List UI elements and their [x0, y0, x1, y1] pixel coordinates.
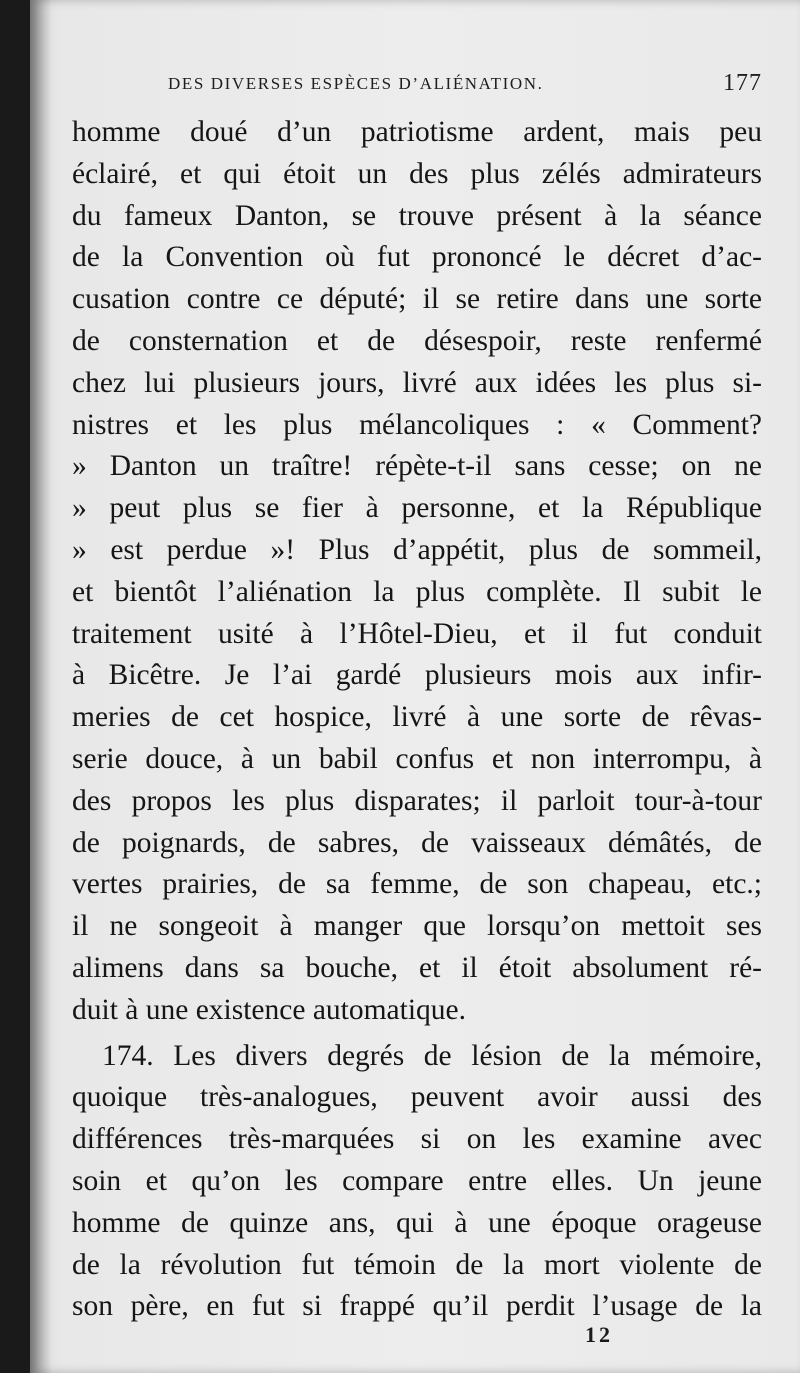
text-line: cusation contre ce député; il se retire dans une sorte — [72, 283, 762, 316]
text-line: de poignards, de sabres, de vaisseaux démâtés, de — [72, 826, 762, 859]
text-line: meries de cet hospice, livré à une sorte de rêvas- — [72, 701, 762, 734]
text-line: éclairé, et qui étoit un des plus zélés admirateurs — [72, 157, 762, 190]
text-line: duit à une existence automatique. — [72, 993, 467, 1026]
text-line: soin et qu’on les compare entre elles. Un jeune — [72, 1164, 762, 1197]
text-line: des propos les plus disparates; il parloit tour-à-tour — [72, 784, 762, 817]
text-line: à Bicêtre. Je l’ai gardé plusieurs mois aux infir- — [72, 659, 762, 692]
running-head — [168, 70, 762, 100]
body-text — [72, 112, 762, 1328]
text-line: vertes prairies, de sa femme, de son chapeau, etc.; — [72, 868, 762, 901]
text-line: il ne songeoit à manger que lorsqu’on mettoit ses — [72, 910, 762, 943]
text-line: nistres et les plus mélancoliques : « Comment? — [72, 408, 762, 441]
text-line: chez lui plusieurs jours, livré aux idées les plus si- — [72, 366, 762, 399]
text-line: de consternation et de désespoir, reste renfermé — [72, 324, 762, 357]
text-line: homme de quinze ans, qui à une époque orageuse — [72, 1206, 762, 1239]
text-line: de la révolution fut témoin de la mort violente de — [72, 1248, 762, 1281]
running-title: DES DIVERSES ESPÈCES D’ALIÉNATION. — [168, 74, 544, 93]
text-line: quoique très-analogues, peuvent avoir aussi des — [72, 1081, 762, 1114]
text-line: et bientôt l’aliénation la plus complète. Il subit le — [72, 575, 762, 608]
text-line: alimens dans sa bouche, et il étoit absolument ré- — [72, 951, 762, 984]
signature-mark: 12 — [585, 1322, 613, 1347]
text-line: du fameux Danton, se trouve présent à la séance — [72, 199, 762, 232]
text-line: serie douce, à un babil confus et non interrompu, à — [72, 742, 762, 775]
text-line: 174. Les divers degrés de lésion de la mémoire, — [102, 1039, 762, 1072]
page-number: 177 — [723, 70, 762, 96]
text-line: son père, en fut si frappé qu’il perdit l’usage de la — [72, 1290, 762, 1323]
text-line: traitement usité à l’Hôtel-Dieu, et il fut conduit — [72, 617, 762, 650]
text-line: » est perdue »! Plus d’appétit, plus de sommeil, — [72, 533, 762, 566]
gutter-shadow — [30, 0, 52, 1373]
text-line: » Danton un traître! répète-t-il sans cesse; on ne — [72, 450, 762, 483]
text-line: homme doué d’un patriotisme ardent, mais peu — [72, 116, 762, 148]
text-line: de la Convention où fut prononcé le décret d’ac- — [72, 241, 762, 274]
text-line: » peut plus se fier à personne, et la République — [72, 492, 762, 525]
text-line: différences très-marquées si on les examine avec — [72, 1123, 762, 1156]
